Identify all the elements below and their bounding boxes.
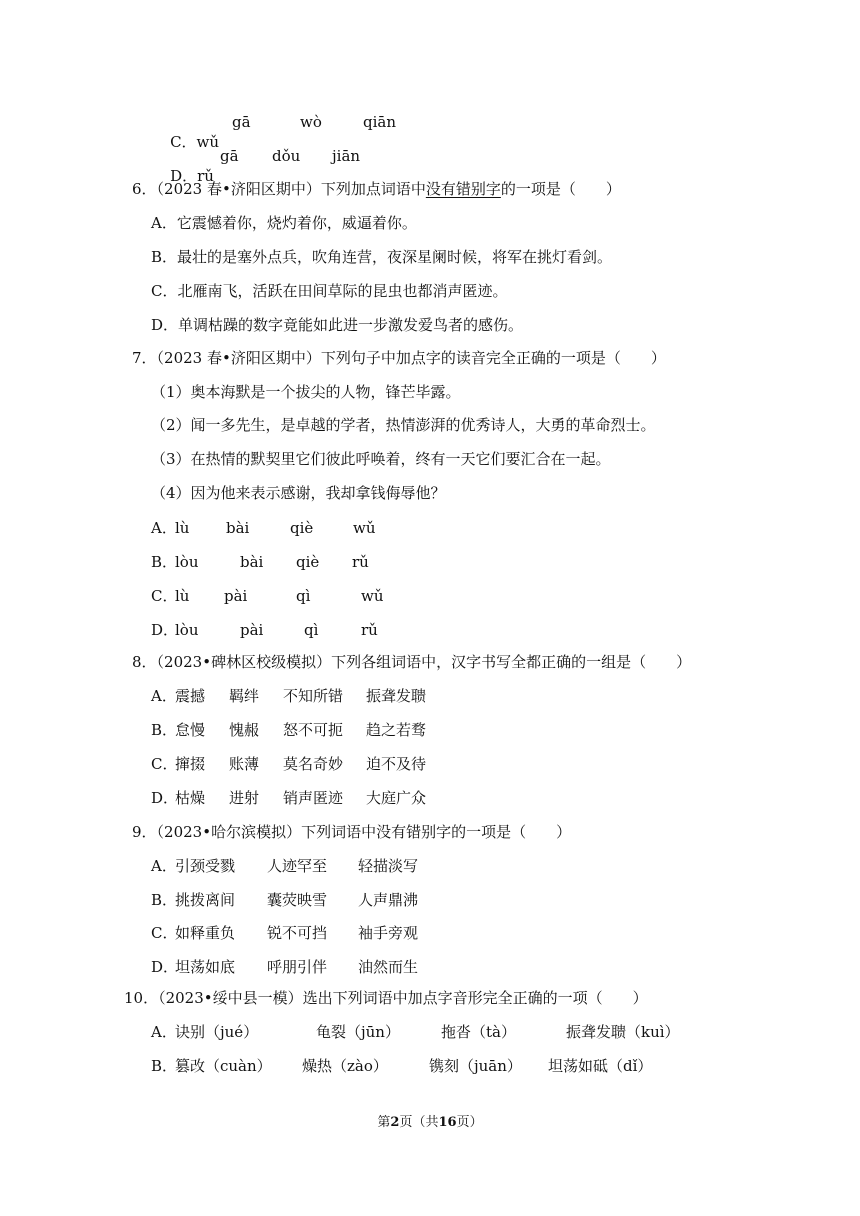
pinyin: qiè <box>296 553 320 571</box>
word: 坦荡如砥（dǐ） <box>548 1057 653 1075</box>
q8-option-c-label: C． <box>151 755 178 773</box>
pinyin: rǔ <box>352 553 369 571</box>
page-footer: 第2页（共16页） <box>377 1115 483 1130</box>
word: 怒不可扼 <box>283 721 344 739</box>
word: 账薄 <box>229 755 260 773</box>
word: 坦荡如底 <box>175 958 236 976</box>
pinyin: rǔ <box>361 621 378 639</box>
word: 挑拨离间 <box>175 891 236 909</box>
q8-option-a-label: A． <box>151 687 177 705</box>
word: 撺掇 <box>175 755 206 773</box>
q7-option-a-label: A． <box>151 519 177 537</box>
word: 莫名奇妙 <box>283 755 344 773</box>
word: 袖手旁观 <box>358 924 419 942</box>
q7-stem: 7．（2023 春•济阳区期中）下列句子中加点字的读音完全正确的一项是（ ） <box>132 349 666 367</box>
q7-sentence-1: （1）奥本海默是一个拔尖的人物，锋芒毕露。 <box>151 383 461 401</box>
word: 囊荧映雪 <box>267 891 328 909</box>
q6-option-c: C．北雁南飞，活跃在田间草际的昆虫也都消声匿迹。 <box>151 282 508 300</box>
pinyin: dǒu <box>272 147 301 165</box>
pinyin: lù <box>175 587 190 605</box>
q7-sentence-2: （2）闻一多先生，是卓越的学者，热情澎湃的优秀诗人，大勇的革命烈士。 <box>151 416 656 434</box>
q9-option-a-label: A． <box>151 857 177 875</box>
word: 燥热（zào） <box>302 1057 388 1075</box>
pinyin: lòu <box>175 553 199 571</box>
pinyin: qì <box>304 621 319 639</box>
word: 羁绊 <box>229 687 260 705</box>
word: 锐不可挡 <box>267 924 328 942</box>
word: 怠慢 <box>175 721 206 739</box>
q7-option-d-label: D． <box>151 621 179 639</box>
word: 人声鼎沸 <box>358 891 419 909</box>
word: 拖沓（tà） <box>441 1023 516 1041</box>
pinyin: bài <box>226 519 250 537</box>
pinyin: wò <box>300 113 322 131</box>
word: 震撼 <box>175 687 206 705</box>
word: 进射 <box>229 789 260 807</box>
word: 诀别（jué） <box>175 1023 259 1041</box>
q8-option-b-label: B． <box>151 721 178 739</box>
word: 愧赧 <box>229 721 260 739</box>
q6-option-b: B．最壮的是塞外点兵，吹角连营，夜深星阑时候，将军在挑灯看剑。 <box>151 248 613 266</box>
word: 迫不及待 <box>366 755 427 773</box>
q10-stem: 10．（2023•绥中县一模）选出下列词语中加点字音形完全正确的一项（ ） <box>124 989 648 1007</box>
q8-stem: 8．（2023•碑林区校级模拟）下列各组词语中，汉字书写全都正确的一组是（ ） <box>132 653 692 671</box>
pinyin: bài <box>240 553 264 571</box>
word: 振聋发聩（kuì） <box>566 1023 680 1041</box>
q7-option-c-label: C． <box>151 587 178 605</box>
q7-sentence-4: （4）因为他来表示感谢，我却拿钱侮辱他？ <box>151 484 446 502</box>
q5-option-d: D．rǔ <box>170 167 214 185</box>
word: 轻描淡写 <box>358 857 419 875</box>
word: 不知所错 <box>283 687 344 705</box>
pinyin: gā <box>232 113 251 131</box>
q7-option-b-label: B． <box>151 553 178 571</box>
word: 油然而生 <box>358 958 419 976</box>
word: 龟裂（jūn） <box>316 1023 400 1041</box>
word: 人迹罕至 <box>267 857 328 875</box>
pinyin: pài <box>224 587 248 605</box>
pinyin: lòu <box>175 621 199 639</box>
word: 呼朋引伴 <box>267 958 328 976</box>
q9-option-d-label: D． <box>151 958 179 976</box>
q5-option-c: C．wǔ <box>170 133 220 151</box>
q6-option-a: A．它震憾着你，烧灼着你，威逼着你。 <box>151 214 417 232</box>
q10-option-a-label: A． <box>151 1023 177 1041</box>
q7-sentence-3: （3）在热情的默契里它们彼此呼唤着，终有一天它们要汇合在一起。 <box>151 450 611 468</box>
pinyin: wǔ <box>353 519 376 537</box>
pinyin: qiè <box>290 519 314 537</box>
word: 引颈受戮 <box>175 857 236 875</box>
word: 枯燥 <box>175 789 206 807</box>
word: 趋之若骛 <box>366 721 427 739</box>
pinyin: wǔ <box>361 587 384 605</box>
q6-stem: 6．（2023 春•济阳区期中）下列加点词语中没有错别字的一项是（ ） <box>132 180 621 198</box>
word: 大庭广众 <box>366 789 427 807</box>
word: 如释重负 <box>175 924 236 942</box>
pinyin: jiān <box>332 147 361 165</box>
q9-stem: 9．（2023•哈尔滨模拟）下列词语中没有错别字的一项是（ ） <box>132 823 572 841</box>
word: 销声匿迹 <box>283 789 344 807</box>
pinyin: qì <box>296 587 311 605</box>
q9-option-b-label: B． <box>151 891 178 909</box>
q10-option-b-label: B． <box>151 1057 178 1075</box>
pinyin: qiān <box>363 113 397 131</box>
pinyin: pài <box>240 621 264 639</box>
pinyin: lù <box>175 519 190 537</box>
pinyin: gā <box>220 147 239 165</box>
q9-option-c-label: C． <box>151 924 178 942</box>
word: 篡改（cuàn） <box>175 1057 272 1075</box>
word: 镌刻（juān） <box>429 1057 522 1075</box>
q6-option-d: D．单调枯躁的数字竟能如此进一步激发爱鸟者的感伤。 <box>151 316 524 334</box>
word: 振聋发聩 <box>366 687 427 705</box>
q8-option-d-label: D． <box>151 789 179 807</box>
